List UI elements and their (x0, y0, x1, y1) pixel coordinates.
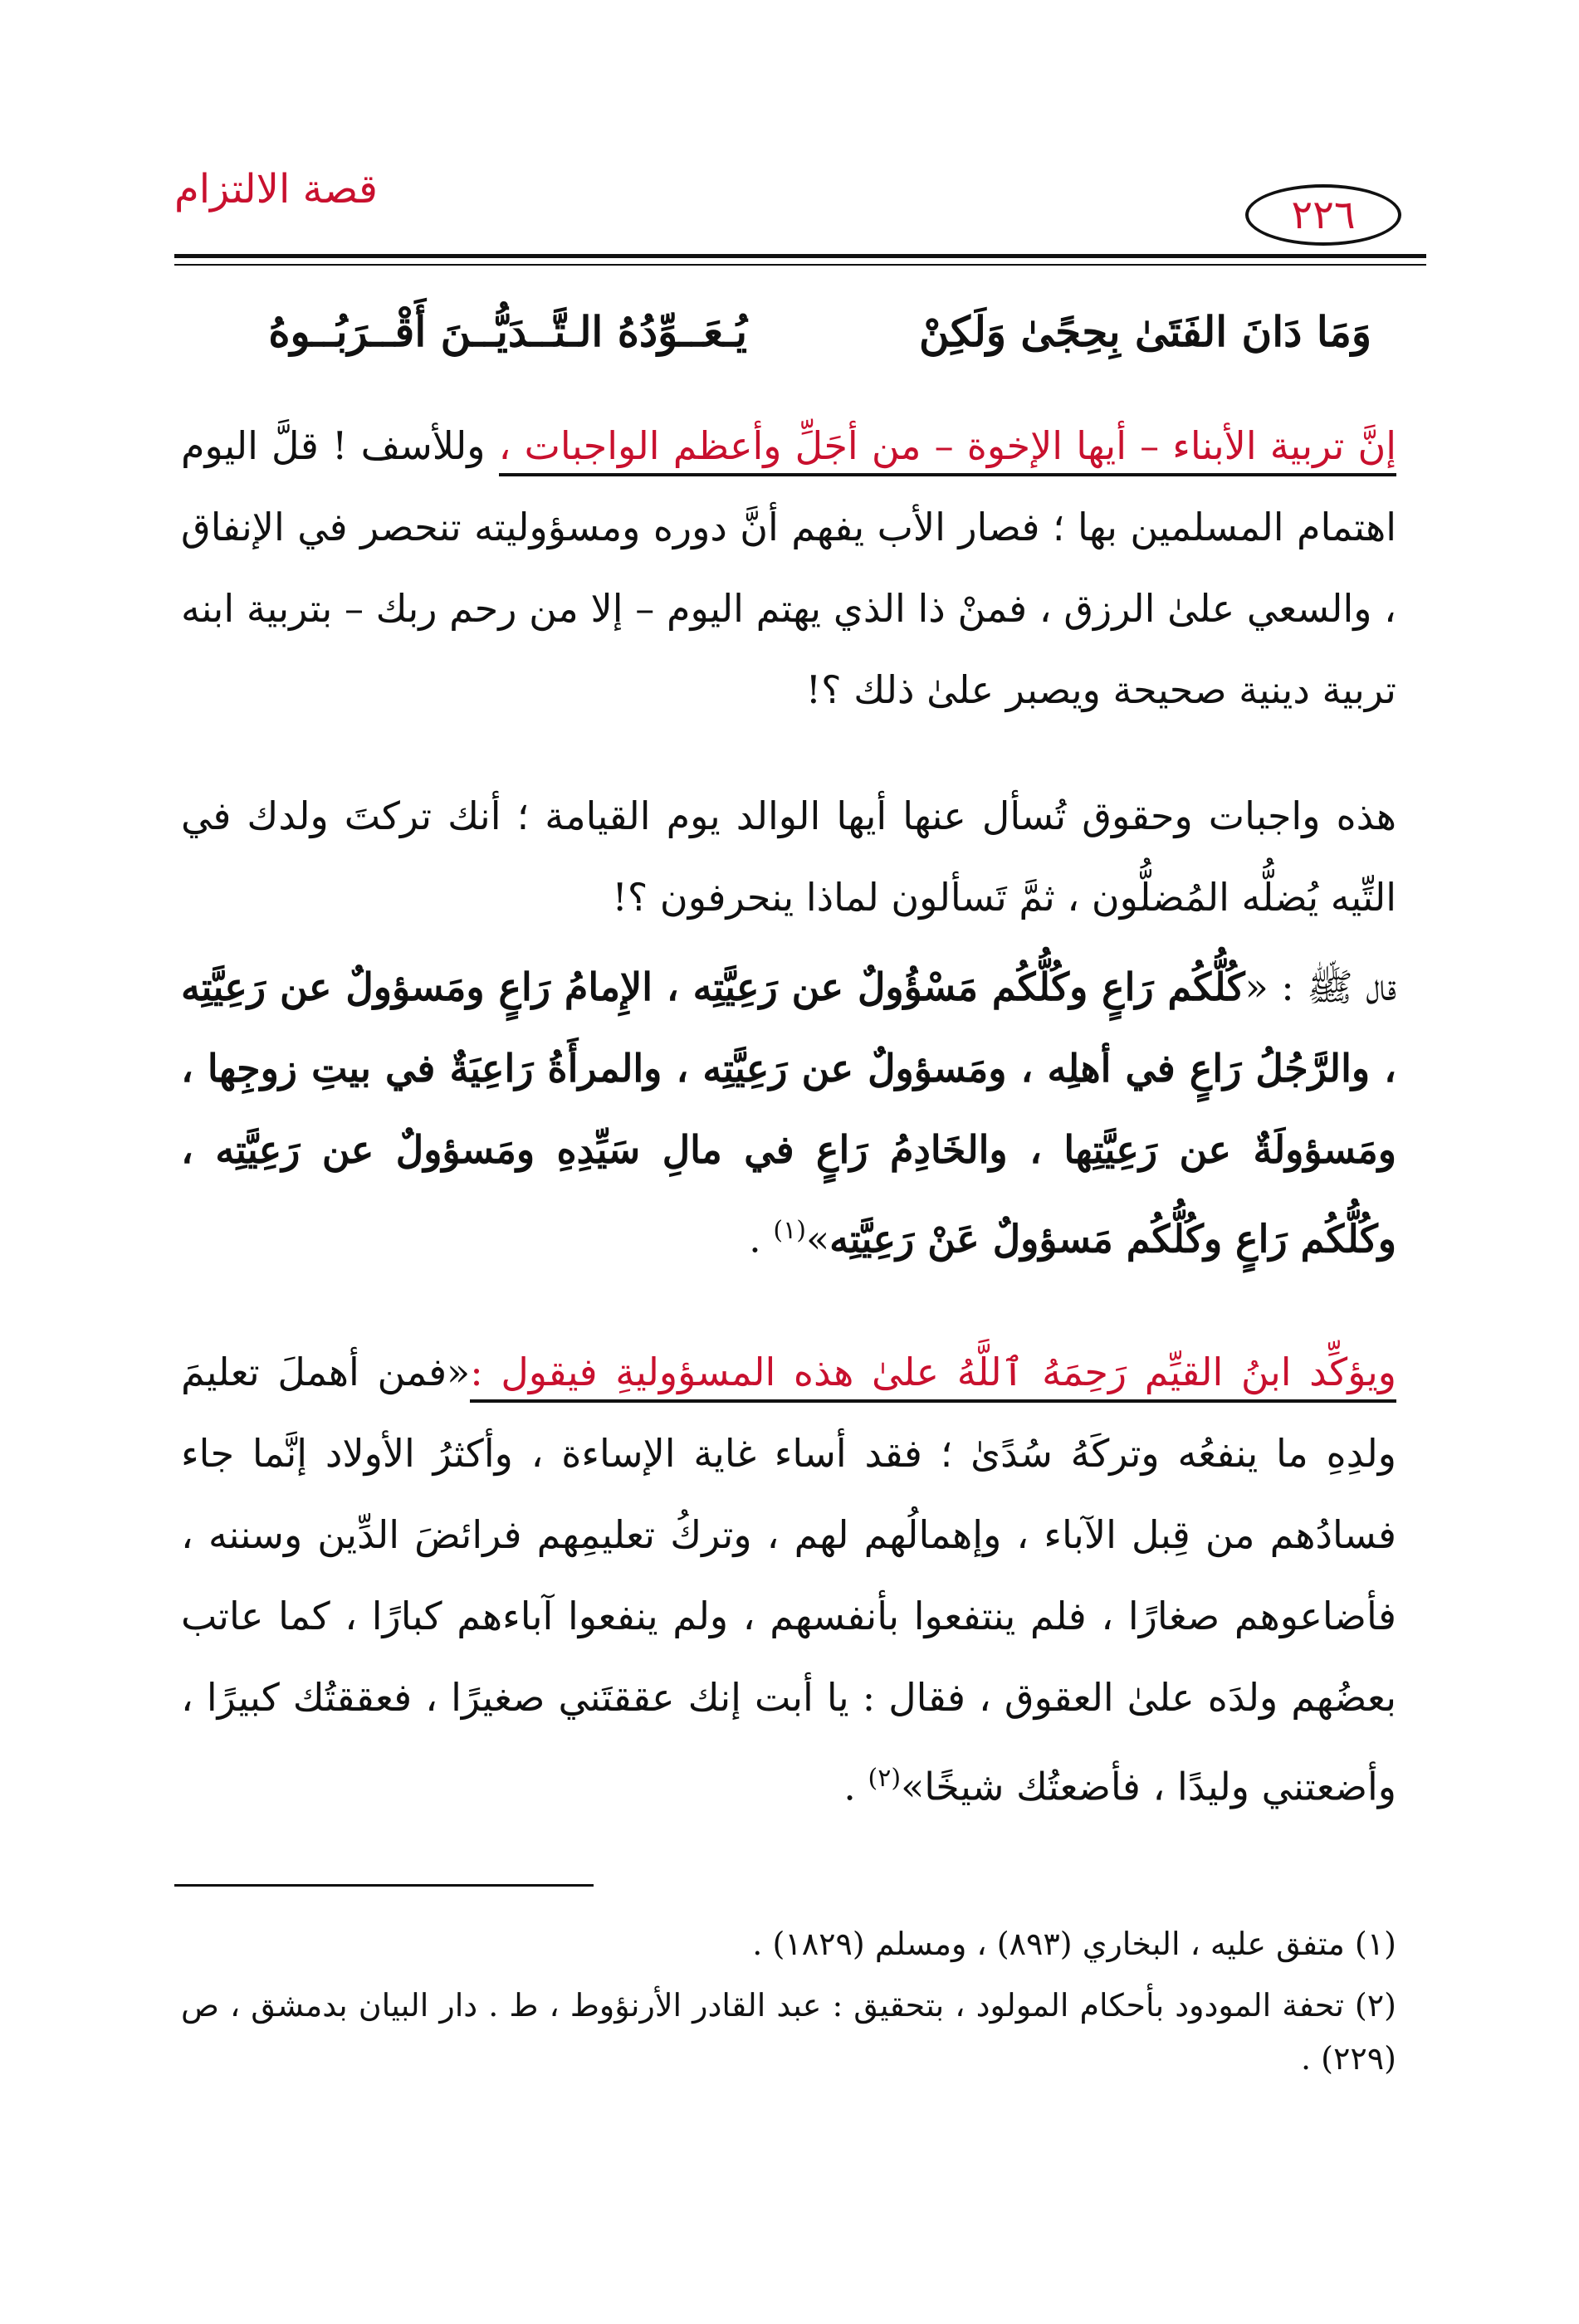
footnote-marker-2: (٢) (868, 1764, 902, 1793)
paragraph-2: هذه واجبات وحقوق تُسأل عنها أيها الوالد يوم القيامة ؛ أنك تركتَ ولدك في التِّيه يُضلُّه المُضلُّون ، ثمَّ تَسألون لماذا ينحرفون ؟! (181, 793, 1396, 920)
header-rule-thick (174, 254, 1426, 258)
paragraph-3-hadith (181, 946, 1396, 1279)
paragraph-4 (181, 1331, 1396, 1827)
paragraph-1-highlight: إنَّ تربية الأبناء – أيها الإخوة – من أجَلِّ وأعظم الواجبات ، (499, 423, 1396, 476)
paragraph-4-end: . (843, 1764, 868, 1809)
paragraph-4-quote: «فمن أهملَ تعليمَ ولدِهِ ما ينفعُه وتركَهُ سُدًىٰ ؛ فقد أساء غاية الإساءة ، وأكثرُ الأولاد إنَّما جاء فسادُهم من قِبل الآباء ، وإهمالُهم لهم ، وتركُ تعليمِهم فرائضَ الدِّين وسننه ، فأضاعوهم صغارًا ، فلم ينتفعوا بأنفسهم ، ولم ينفعوا آباءهم كبارًا ، كما عاتب بعضُهم ولدَه علىٰ العقوق ، فقال : يا أبت إنك عققتَني صغيرًا ، فعققتُك كبيرًا ، وأضعتني وليدًا ، فأضعتُك شيخًا» (181, 1350, 1396, 1809)
header-rule-thin (174, 264, 1426, 266)
paragraph-1-text: وللأسف ! قلَّ اليوم اهتمام المسلمين بها ؛ فصار الأب يفهم أنَّ دوره ومسؤوليته تنحصر في الإنفاق ، والسعي علىٰ الرزق ، فمنْ ذا الذي يهتم اليوم – إلا من رحم ربك – بتربية ابنه تربية دينية صحيحة ويصبر علىٰ ذلك ؟! (181, 423, 1396, 712)
verse-second-hemistich: يُـعَــوِّدُهُ الـتَّــدَيُّــنَ أَقْــرَبُــوهُ (268, 307, 747, 356)
page-number: ٢٢٦ (1291, 192, 1356, 238)
hadith-end: . (749, 1216, 774, 1262)
footnote-separator (174, 1884, 594, 1887)
footnote-2: (٢) تحفة المودود بأحكام المولود ، بتحقيق : عبد القادر الأرنؤوط ، ط . دار البيان بدمشق ، ص (٢٢٩) . (181, 1987, 1396, 2077)
page-number-badge (1245, 184, 1401, 246)
verse-first-hemistich: وَمَا دَانَ الفَتَىٰ بِحِجًىٰ وَلَكِنْ (918, 307, 1371, 356)
footnote-marker-1: (١) (773, 1216, 806, 1245)
hadith-close-quote: » (805, 1216, 830, 1262)
running-title: قصة الالتزام (174, 166, 378, 212)
hadith-text: كُلُّكُم رَاعٍ وكُلُّكُم مَسْؤُولٌ عن رَعِيَّتِه ، الإِمامُ رَاعٍ ومَسؤولٌ عن رَعِيَّتِه ، والرَّجُلُ رَاعٍ في أهلِه ، ومَسؤولٌ عن رَعِيَّتِه ، والمرأَةُ رَاعِيَةٌ في بيتِ زوجِها ، ومَسؤولَةٌ عن رَعِيَّتِها ، والخَادِمُ رَاعٍ في مالِ سَيِّدِهِ ومَسؤولٌ عن رَعِيَّتِه ، وكُلُّكُم رَاعٍ وكُلُّكُم مَسؤولٌ عَنْ رَعِيَّتِه (181, 964, 1397, 1262)
footnote-1: (١) متفق عليه ، البخاري (٨٩٣) ، ومسلم (١٨٢٩) . (752, 1926, 1396, 1962)
paragraph-4-highlight: ويؤكِّد ابنُ القيِّم رَحِمَهُ ٱللَّهُ علىٰ هذه المسؤوليةِ فيقول : (470, 1350, 1396, 1403)
hadith-intro: قال ﷺ : « (1244, 964, 1396, 1009)
paragraph-1 (181, 405, 1396, 730)
